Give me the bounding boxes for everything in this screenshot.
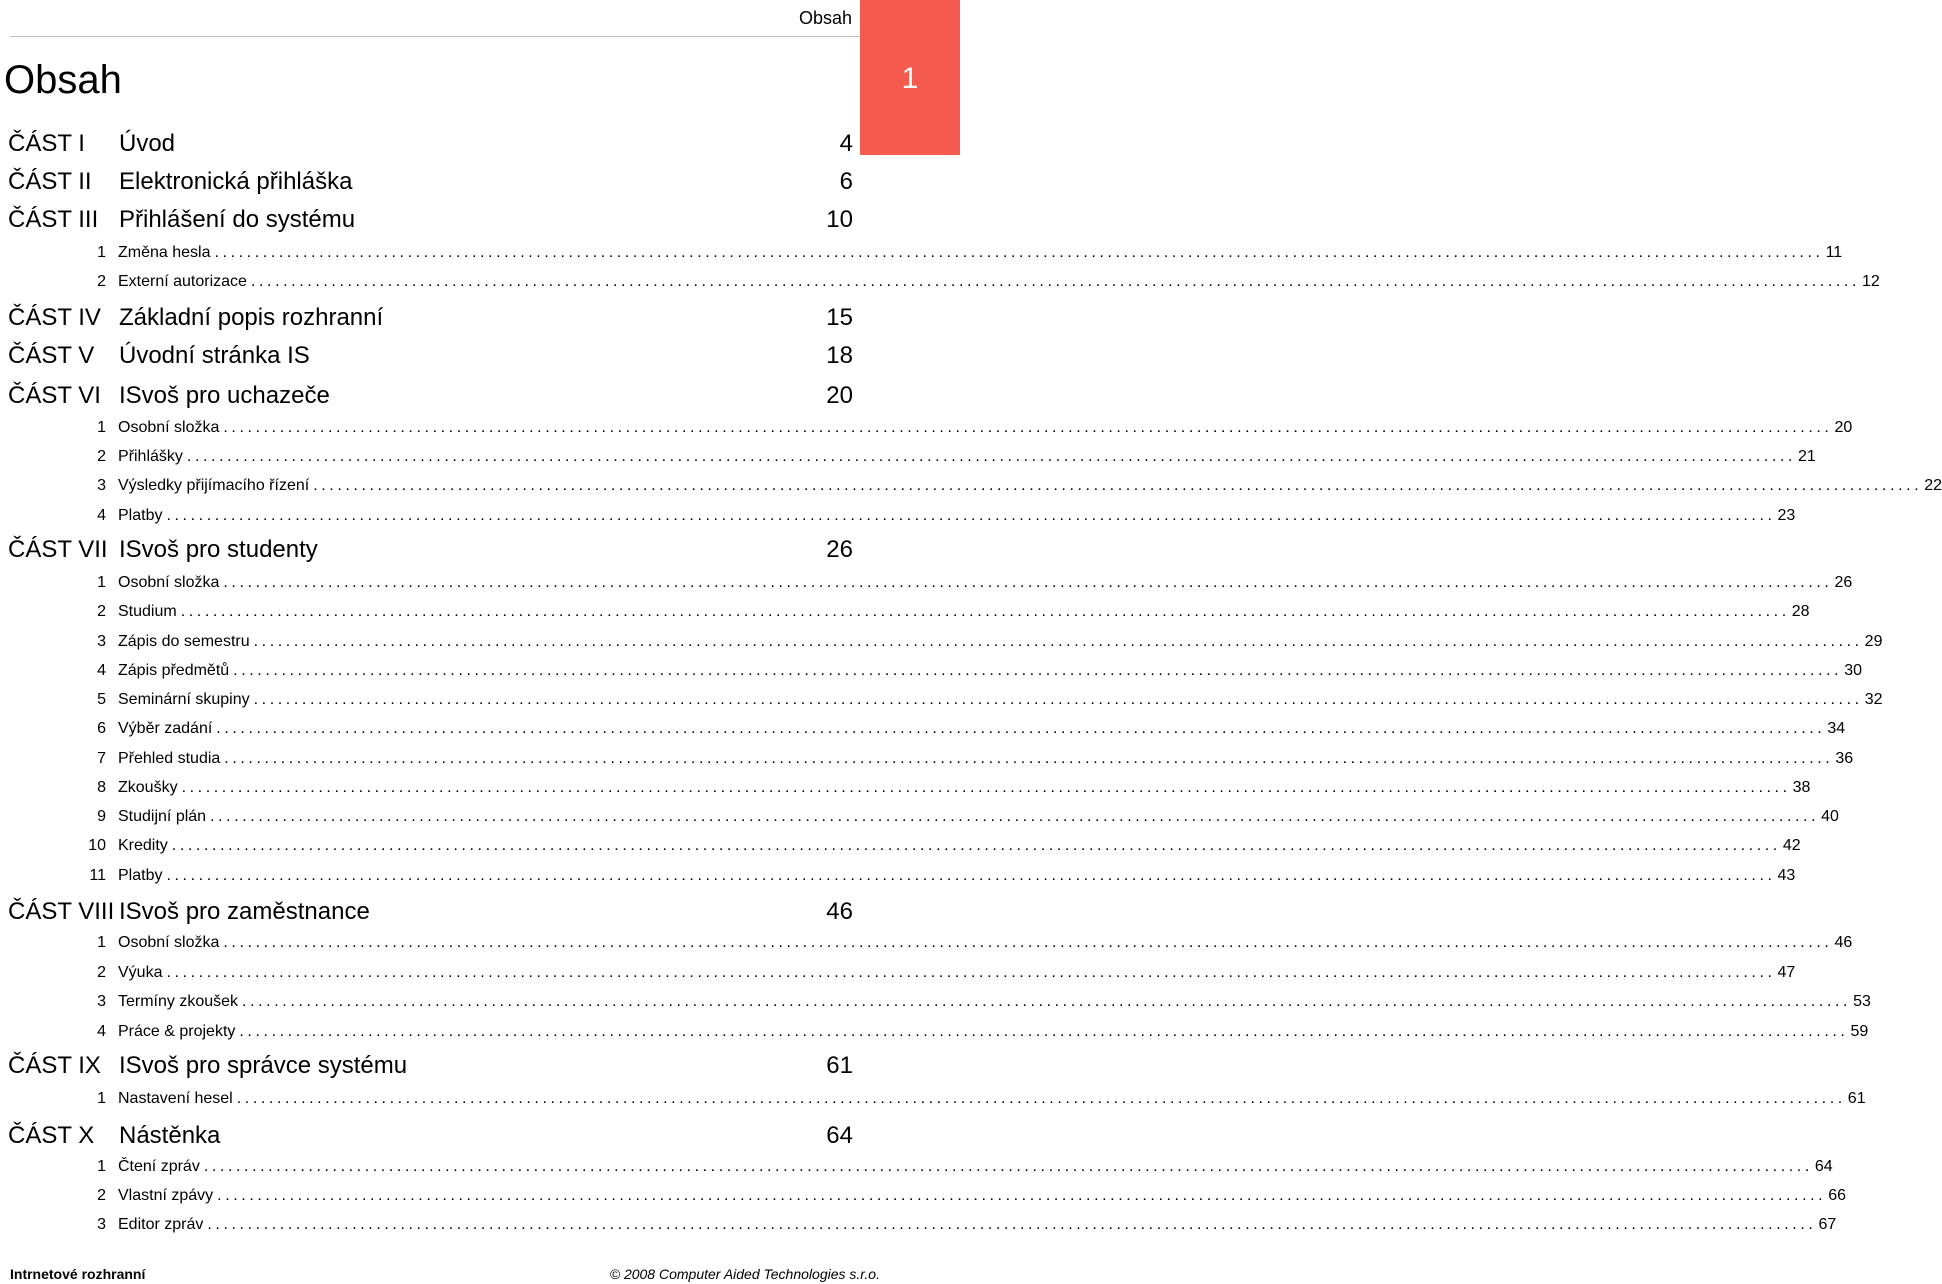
entry-number: 2 [97,1187,106,1204]
entry-page-number: 64 [1814,1158,1833,1175]
entry-title: Čtení zpráv [118,1158,200,1175]
page-header [0,0,960,40]
entry-number: 5 [97,691,106,708]
entry-title: Platby [118,507,163,524]
part-number: ČÁST I [8,130,85,157]
entry-page-number: 61 [1847,1090,1866,1107]
toc-entry[interactable] [0,718,1846,740]
part-number: ČÁST IV [8,304,101,331]
dot-leader: ........................................................................................................................................................................................................ [253,691,1863,708]
entry-title: Studium [118,603,177,620]
entry-number: 2 [97,448,106,465]
entry-title: Osobní složka [118,419,220,436]
entry-title: Výběr zadání [118,720,213,737]
entry-title: Zkoušky [118,779,178,796]
entry-title: Zápis předmětů [118,662,230,679]
toc-entry[interactable] [0,242,1843,264]
entry-number: 3 [97,477,106,494]
entry-number: 2 [97,273,106,290]
part-page-number: 20 [826,382,853,409]
part-page-number: 46 [826,898,853,925]
entry-page-number: 34 [1827,720,1846,737]
dot-leader: ........................................................................................................................................................................................................ [216,720,1826,737]
entry-title: Změna hesla [118,244,211,261]
dot-leader: ........................................................................................................................................................................................................ [223,574,1833,591]
dot-leader: ........................................................................................................................................................................................................ [207,1216,1817,1233]
entry-page-number: 59 [1850,1023,1869,1040]
entry-title: Výsledky přijímacího řízení [118,477,310,494]
toc-part[interactable] [8,1120,853,1152]
entry-number: 3 [97,993,106,1010]
entry-number: 1 [97,1090,106,1107]
part-page-number: 4 [839,130,853,157]
dot-leader: ........................................................................................................................................................................................................ [223,419,1833,436]
header-rule [10,36,860,37]
dot-leader: ........................................................................................................................................................................................................ [166,507,1776,524]
part-number: ČÁST X [8,1122,95,1149]
toc-entry[interactable] [0,932,1853,954]
entry-number: 4 [97,507,106,524]
entry-number: 1 [97,574,106,591]
part-title: Elektronická přihláška [119,168,353,195]
entry-page-number: 47 [1777,964,1796,981]
part-number: ČÁST II [8,168,92,195]
part-number: ČÁST VIII [8,898,115,925]
entry-page-number: 26 [1834,574,1853,591]
entry-page-number: 38 [1792,779,1811,796]
part-title: ISvoš pro uchazeče [119,382,330,409]
toc-entry[interactable] [0,1021,1869,1043]
entry-number: 1 [97,244,106,261]
toc-part[interactable] [8,380,853,412]
dot-leader: ........................................................................................................................................................................................................ [171,837,1781,854]
dot-leader: ........................................................................................................................................................................................................ [313,477,1923,494]
part-page-number: 26 [826,536,853,563]
header-title: Obsah [798,8,852,28]
toc-entry[interactable] [0,689,1883,711]
part-page-number: 61 [826,1052,853,1079]
dot-leader: ........................................................................................................................................................................................................ [186,448,1796,465]
toc-part[interactable] [8,1050,853,1082]
entry-page-number: 43 [1777,867,1796,884]
part-title: Základní popis rozhranní [119,304,384,331]
part-number: ČÁST VII [8,536,108,563]
entry-title: Kredity [118,837,168,854]
toc-part[interactable] [8,166,853,198]
toc-entry[interactable] [0,1156,1833,1178]
part-page-number: 6 [839,168,853,195]
entry-title: Osobní složka [118,934,220,951]
entry-page-number: 32 [1864,691,1883,708]
entry-number: 1 [97,419,106,436]
entry-title: Externí autorizace [118,273,247,290]
part-title: Přihlášení do systému [119,206,356,233]
entry-page-number: 36 [1835,750,1854,767]
entry-number: 3 [97,1216,106,1233]
part-number: ČÁST V [8,342,95,369]
entry-title: Studijní plán [118,808,207,825]
dot-leader: ........................................................................................................................................................................................................ [180,603,1790,620]
toc-part[interactable] [8,302,853,334]
part-number: ČÁST VI [8,382,101,409]
dot-leader: ........................................................................................................................................................................................................ [239,1023,1849,1040]
entry-title: Termíny zkoušek [118,993,239,1010]
toc-entry[interactable] [0,806,1839,828]
entry-page-number: 30 [1844,662,1863,679]
page-number: 1 [901,62,919,95]
part-title: ISvoš pro správce systému [119,1052,408,1079]
entry-page-number: 28 [1791,603,1810,620]
entry-page-number: 46 [1834,934,1853,951]
entry-page-number: 23 [1777,507,1796,524]
entry-title: Editor zpráv [118,1216,204,1233]
entry-page-number: 42 [1782,837,1801,854]
part-number: ČÁST III [8,206,99,233]
toc-entry[interactable] [0,446,1816,468]
entry-page-number: 20 [1834,419,1853,436]
dot-leader: ........................................................................................................................................................................................................ [224,750,1834,767]
entry-number: 7 [97,750,106,767]
entry-page-number: 21 [1797,448,1816,465]
entry-title: Zápis do semestru [118,633,250,650]
part-page-number: 10 [826,206,853,233]
dot-leader: ........................................................................................................................................................................................................ [253,633,1863,650]
dot-leader: ........................................................................................................................................................................................................ [233,662,1843,679]
toc-entry[interactable] [0,1088,1866,1110]
dot-leader: ........................................................................................................................................................................................................ [250,273,1861,290]
part-page-number: 18 [826,342,853,369]
part-number: ČÁST IX [8,1052,101,1079]
dot-leader: ........................................................................................................................................................................................................ [203,1158,1813,1175]
entry-title: Nastavení hesel [118,1090,233,1107]
dot-leader: ........................................................................................................................................................................................................ [214,244,1824,261]
footer-right: © 2008 Computer Aided Technologies s.r.o. [609,1266,880,1282]
entry-number: 9 [97,808,106,825]
entry-number: 1 [97,934,106,951]
entry-title: Práce & projekty [118,1023,236,1040]
entry-title: Osobní složka [118,574,220,591]
page-title: Obsah [4,58,122,102]
toc-entry[interactable] [0,835,1801,857]
toc-entry[interactable] [0,991,1871,1013]
toc-entry[interactable] [0,962,1796,984]
entry-number: 2 [97,964,106,981]
part-title: Nástěnka [119,1122,221,1149]
entry-number: 2 [97,603,106,620]
entry-number: 6 [97,720,106,737]
part-page-number: 15 [826,304,853,331]
dot-leader: ........................................................................................................................................................................................................ [166,964,1776,981]
entry-page-number: 12 [1862,273,1880,290]
entry-title: Přehled studia [118,750,221,767]
toc-entry[interactable] [0,601,1810,623]
dot-leader: ........................................................................................................................................................................................................ [210,808,1820,825]
page-number-tab [860,0,960,155]
toc-entry[interactable] [0,572,1853,594]
toc-entry[interactable] [0,631,1883,653]
entry-title: Výuka [118,964,163,981]
dot-leader: ........................................................................................................................................................................................................ [181,779,1791,796]
toc-entry[interactable] [0,748,1854,770]
toc-part[interactable] [8,128,853,160]
dot-leader: ........................................................................................................................................................................................................ [223,934,1833,951]
dot-leader: ........................................................................................................................................................................................................ [166,867,1776,884]
entry-title: Přihlášky [118,448,183,465]
toc-entry[interactable] [0,271,1880,293]
entry-number: 10 [88,837,106,854]
toc-entry[interactable] [0,1214,1837,1236]
entry-number: 8 [97,779,106,796]
entry-number: 11 [89,867,106,884]
dot-leader: ........................................................................................................................................................................................................ [242,993,1852,1010]
entry-page-number: 53 [1853,993,1871,1010]
part-title: ISvoš pro studenty [119,536,318,563]
toc-part[interactable] [8,534,853,566]
dot-leader: ........................................................................................................................................................................................................ [236,1090,1846,1107]
entry-page-number: 11 [1825,244,1843,261]
part-title: Úvodní stránka IS [119,342,310,369]
part-page-number: 64 [826,1122,853,1149]
toc-entry[interactable] [0,660,1863,682]
entry-title: Seminární skupiny [118,691,250,708]
toc-part[interactable] [8,896,853,928]
part-title: Úvod [119,130,176,157]
entry-page-number: 67 [1818,1216,1837,1233]
dot-leader: ........................................................................................................................................................................................................ [217,1187,1827,1204]
part-title: ISvoš pro zaměstnance [119,898,370,925]
toc-entry[interactable] [0,417,1853,439]
footer-left: Intrnetové rozhranní [10,1266,146,1282]
entry-number: 3 [97,633,106,650]
entry-title: Vlastní zpávy [118,1187,214,1204]
entry-page-number: 66 [1828,1187,1847,1204]
toc-entry[interactable] [0,475,1942,497]
toc-part[interactable] [8,340,853,372]
toc-entry[interactable] [0,505,1796,527]
entry-page-number: 29 [1864,633,1883,650]
entry-number: 4 [97,1023,106,1040]
toc-entry[interactable] [0,1185,1847,1207]
entry-title: Platby [118,867,163,884]
entry-page-number: 40 [1821,808,1839,825]
toc-entry[interactable] [0,777,1811,799]
toc-part[interactable] [8,204,853,236]
entry-number: 4 [97,662,106,679]
toc-entry[interactable] [0,865,1796,887]
entry-number: 1 [97,1158,106,1175]
entry-page-number: 22 [1924,477,1942,494]
